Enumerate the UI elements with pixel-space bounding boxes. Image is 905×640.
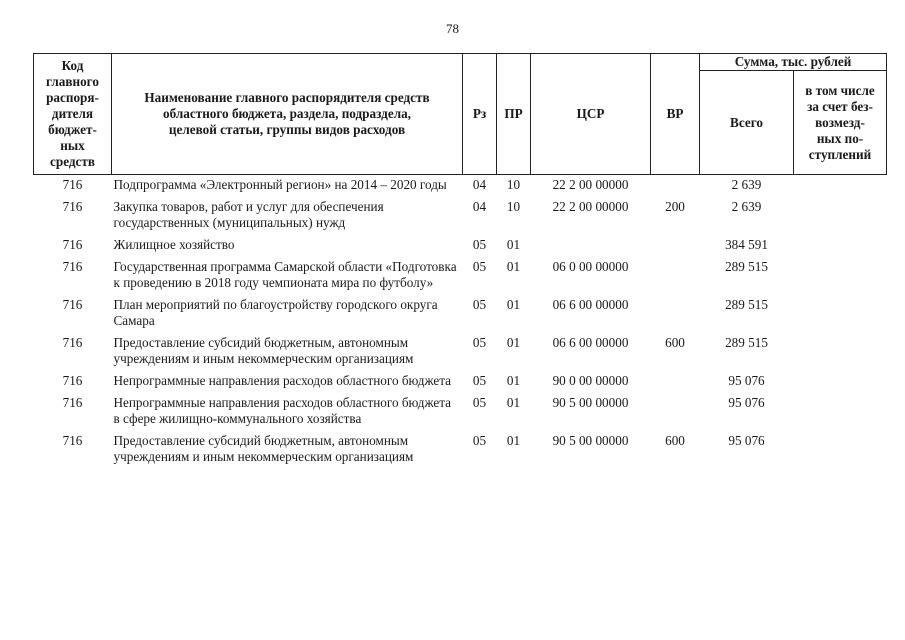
row-total: 2 639 (731, 199, 762, 214)
table-row (34, 257, 887, 295)
header-grants-text-line: в том числе (805, 82, 875, 98)
row-grants (794, 371, 887, 393)
row-vr: 600 (665, 335, 685, 350)
row-total: 384 591 (725, 237, 768, 252)
row-total: 95 076 (728, 395, 765, 410)
row-total: 2 639 (731, 177, 762, 192)
row-rz: 05 (472, 237, 487, 252)
row-pr: 01 (506, 373, 521, 388)
row-pr: 01 (506, 237, 521, 252)
row-name: Предоставление субсидий бюджетным, автономным учреждениям и иным некоммерческим организациям (113, 335, 414, 366)
row-csr: 90 5 00 00000 (552, 395, 629, 410)
header-name (112, 54, 463, 175)
header-pr: ПР (497, 54, 531, 175)
row-name: Подпрограмма «Электронный регион» на 2014 – 2020 годы (113, 177, 447, 192)
row-grants (794, 175, 887, 198)
row-rz: 05 (472, 297, 487, 312)
header-code-text-line: главного (46, 74, 99, 89)
row-rz: 05 (472, 335, 487, 350)
row-grants (794, 295, 887, 333)
header-code-text-line: средств (50, 154, 95, 169)
row-pr: 01 (506, 395, 521, 410)
row-pr: 01 (506, 335, 521, 350)
row-grants (794, 393, 887, 431)
header-name-text-line: Наименование главного распорядителя средств (144, 90, 430, 105)
row-name: Предоставление субсидий бюджетным, автономным учреждениям и иным некоммерческим организациям (113, 433, 414, 464)
header-name-text-line: целевой статьи, группы видов расходов (168, 122, 406, 137)
row-grants (794, 431, 887, 469)
row-code: 716 (62, 335, 83, 350)
header-sum-group: Сумма, тыс. рублей (700, 54, 887, 71)
table-row (34, 431, 887, 469)
row-total: 95 076 (728, 433, 765, 448)
row-csr: 06 6 00 00000 (552, 335, 629, 350)
row-csr: 22 2 00 00000 (552, 199, 629, 214)
table-row (34, 393, 887, 431)
row-vr (651, 393, 700, 431)
row-pr: 01 (506, 297, 521, 312)
row-name: Непрограммные направления расходов областного бюджета в сфере жилищно-коммунального хозяйства (113, 395, 452, 426)
row-code: 716 (62, 237, 83, 252)
row-name: Государственная программа Самарской области «Подготовка к проведению в 2018 году чемпионата мира по футболу» (113, 259, 457, 290)
row-code: 716 (62, 259, 83, 274)
header-code-text-line: дителя (51, 106, 94, 121)
header-name-text (114, 90, 460, 138)
budget-table (33, 53, 887, 469)
row-total: 289 515 (725, 297, 768, 312)
row-code: 716 (62, 177, 83, 192)
header-code-text-line: бюджет- (48, 122, 97, 137)
header-grants-text-line: ных по- (816, 130, 864, 146)
header-grants-text (796, 83, 884, 163)
header-code-text (36, 58, 109, 170)
table-row (34, 333, 887, 371)
row-grants (794, 235, 887, 257)
row-code: 716 (62, 433, 83, 448)
table-row (34, 175, 887, 198)
row-vr (651, 235, 700, 257)
row-vr (651, 257, 700, 295)
row-vr (651, 295, 700, 333)
row-pr: 01 (506, 259, 521, 274)
row-grants (794, 257, 887, 295)
row-rz: 04 (472, 199, 487, 214)
row-code: 716 (62, 297, 83, 312)
row-csr: 06 6 00 00000 (552, 297, 629, 312)
table-body (34, 175, 887, 470)
row-name: План мероприятий по благоустройству городского округа Самара (113, 297, 438, 328)
header-code-text-line: ных (60, 138, 85, 153)
row-rz: 04 (472, 177, 487, 192)
header-rz: Рз (463, 54, 497, 175)
row-csr: 06 0 00 00000 (552, 259, 629, 274)
row-vr: 200 (665, 199, 685, 214)
row-rz: 05 (472, 259, 487, 274)
header-code (34, 54, 112, 175)
row-csr: 90 5 00 00000 (552, 433, 629, 448)
header-grants-text-line: за счет без- (807, 98, 873, 114)
table-row (34, 371, 887, 393)
row-name: Непрограммные направления расходов областного бюджета (113, 373, 452, 388)
row-rz: 05 (472, 395, 487, 410)
row-pr: 10 (506, 177, 521, 192)
row-total: 95 076 (728, 373, 765, 388)
header-grants-text-line: возмезд- (815, 114, 865, 130)
row-csr (531, 235, 651, 257)
row-pr: 01 (506, 433, 521, 448)
row-code: 716 (62, 199, 83, 214)
row-grants (794, 333, 887, 371)
row-vr: 600 (665, 433, 685, 448)
row-vr (651, 175, 700, 198)
header-csr: ЦСР (531, 54, 651, 175)
header-grants-text-line: ступлений (808, 146, 872, 162)
row-rz: 05 (472, 433, 487, 448)
header-total: Всего (700, 71, 794, 175)
header-code-text-line: распоря- (46, 90, 99, 105)
row-csr: 22 2 00 00000 (552, 177, 629, 192)
row-csr: 90 0 00 00000 (552, 373, 629, 388)
row-total: 289 515 (725, 335, 768, 350)
row-rz: 05 (472, 373, 487, 388)
row-name: Закупка товаров, работ и услуг для обеспечения государственных (муниципальных) нужд (113, 199, 384, 230)
header-code-text-line: Код (61, 58, 84, 73)
header-name-text-line: областного бюджета, раздела, подраздела, (163, 106, 411, 121)
row-code: 716 (62, 395, 83, 410)
row-name: Жилищное хозяйство (113, 237, 235, 252)
table-row (34, 235, 887, 257)
page-number: 78 (446, 21, 459, 36)
row-vr (651, 371, 700, 393)
header-grants (794, 71, 887, 175)
table-row (34, 295, 887, 333)
header-vr: ВР (651, 54, 700, 175)
row-total: 289 515 (725, 259, 768, 274)
row-grants (794, 197, 887, 235)
row-code: 716 (62, 373, 83, 388)
table-header (34, 54, 887, 175)
table-row (34, 197, 887, 235)
row-pr: 10 (506, 199, 521, 214)
